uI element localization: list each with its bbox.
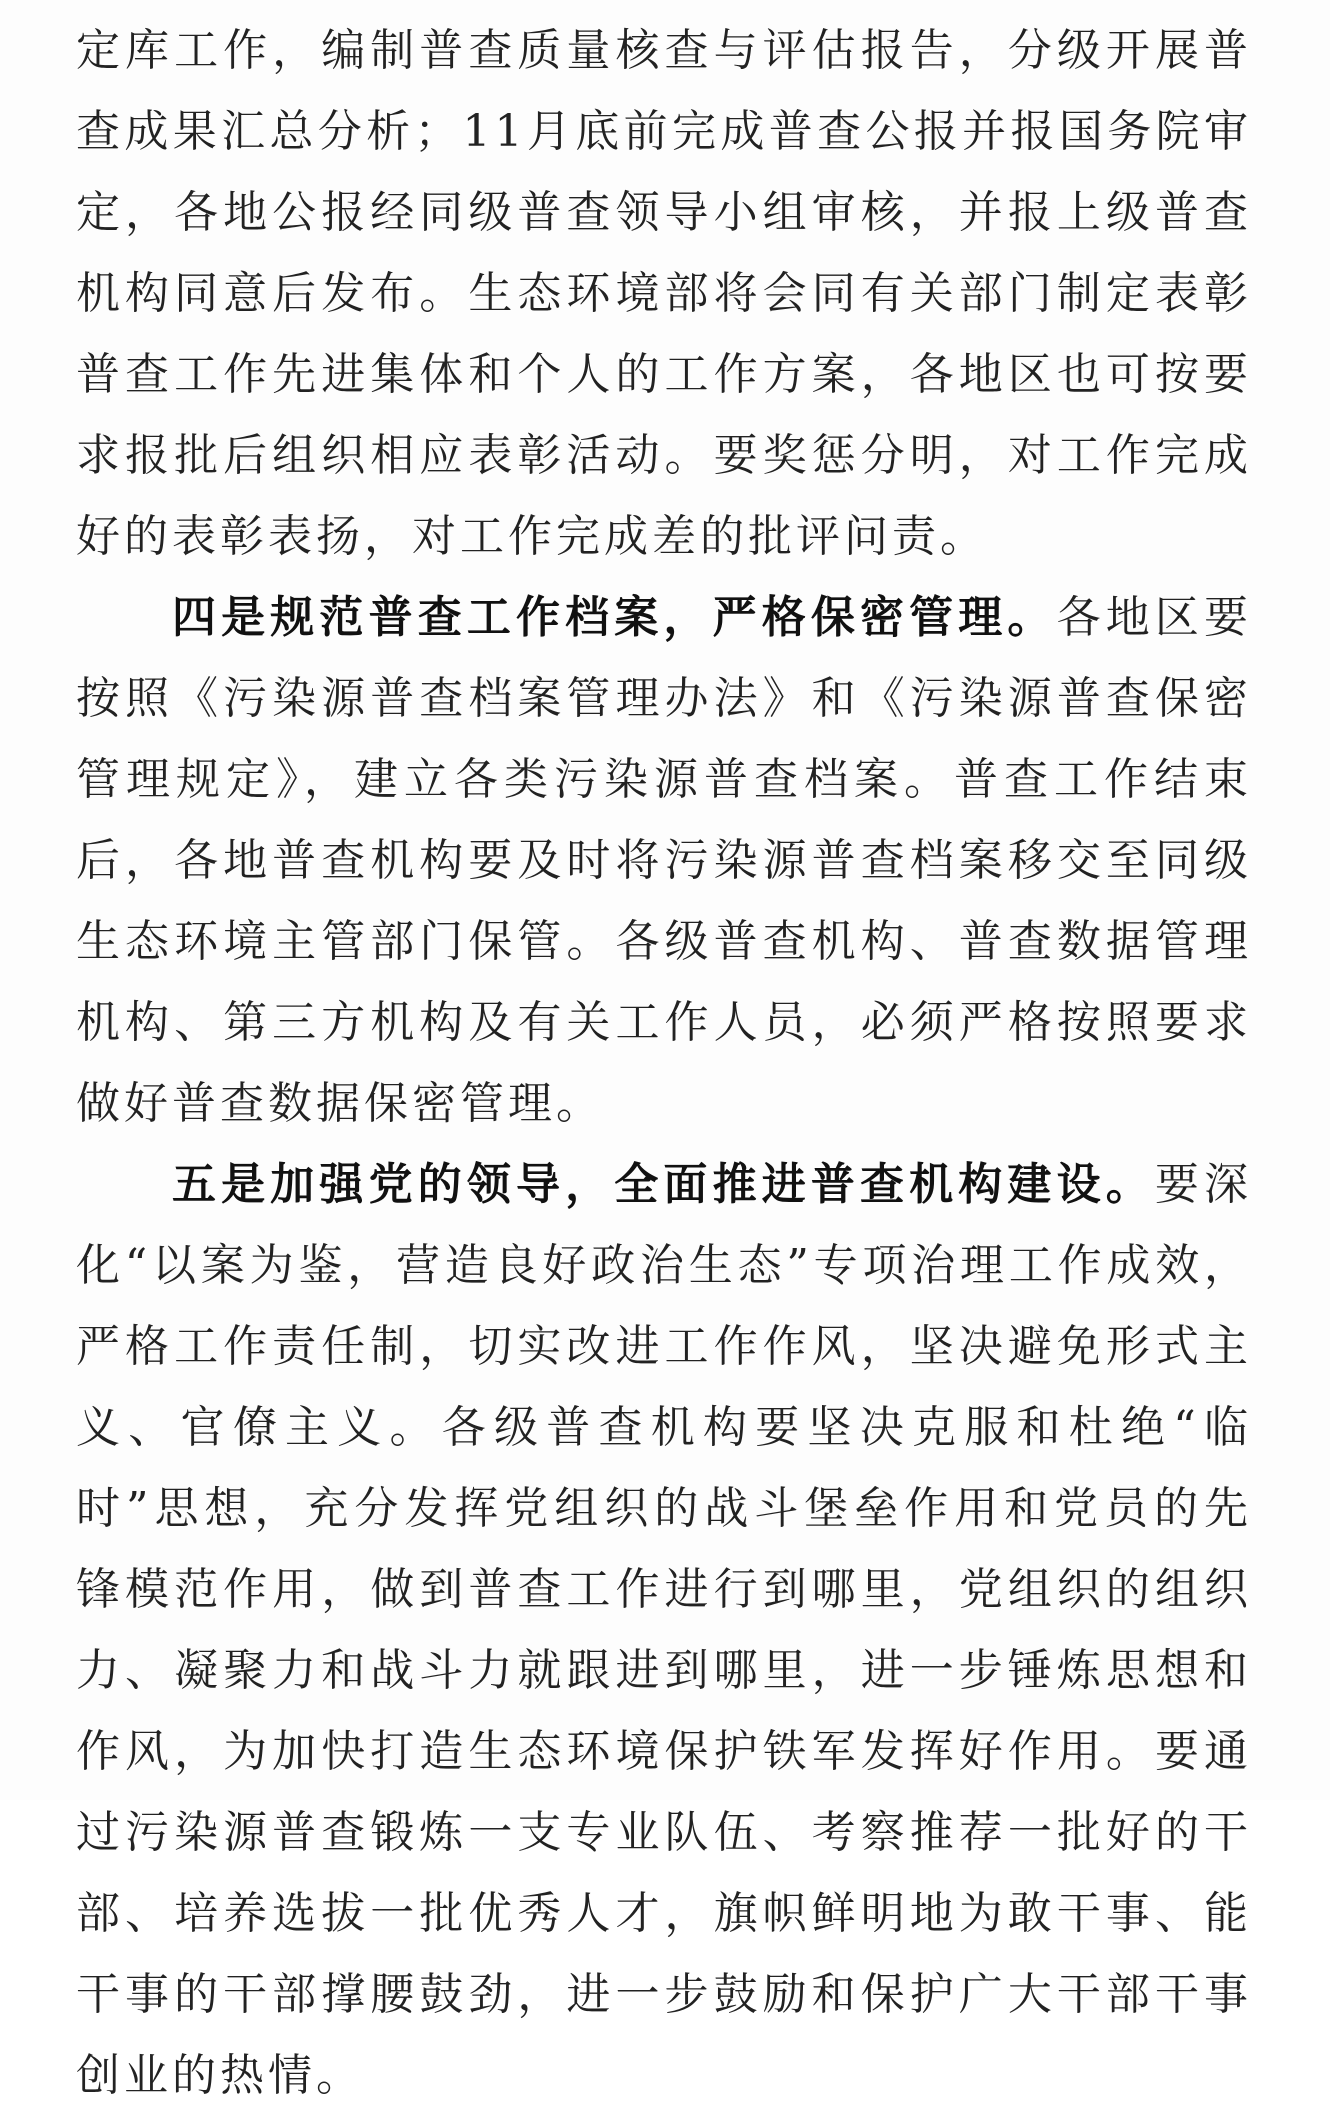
paragraph-lead-heading: 四是规范普查工作档案，严格保密管理。 bbox=[172, 592, 1057, 643]
paragraph-text: 定库工作，编制普查质量核查与评估报告，分级开展普查成果汇总分析；11月底前完成普查公报并报国务院审定，各地公报经同级普查领导小组审核，并报上级普查机构同意后发布。生态环境部将会同有关部门制定表彰普查工作先进集体和个人的工作方案，各地区也可按要求报批后组织相应表彰活动。要奖惩分明，对工作完成好的表彰表扬，对工作完成差的批评问责。 bbox=[76, 25, 1252, 562]
paragraph-text: 各地区要按照《污染源普查档案管理办法》和《污染源普查保密管理规定》，建立各类污染源普查档案。普查工作结束后，各地普查机构要及时将污染源普查档案移交至同级生态环境主管部门保管。各级普查机构、普查数据管理机构、第三方机构及有关工作人员，必须严格按照要求做好普查数据保密管理。 bbox=[76, 592, 1253, 1129]
paragraph-lead-heading: 五是加强党的领导，全面推进普查机构建设。 bbox=[172, 1159, 1155, 1210]
paragraph-continuation bbox=[76, 10, 1252, 577]
paragraph-archives-confidentiality bbox=[76, 577, 1252, 1144]
paragraph-party-leadership bbox=[76, 1144, 1252, 2116]
paragraph-text: 要深化“以案为鉴，营造良好政治生态”专项治理工作成效，严格工作责任制，切实改进工作作风，坚决避免形式主义、官僚主义。各级普查机构要坚决克服和杜绝“临时”思想，充分发挥党组织的战斗堡垒作用和党员的先锋模范作用，做到普查工作进行到哪里，党组织的组织力、凝聚力和战斗力就跟进到哪里，进一步锤炼思想和作风，为加快打造生态环境保护铁军发挥好作用。要通过污染源普查锻炼一支专业队伍、考察推荐一批好的干部、培养选拔一批优秀人才，旗帜鲜明地为敢干事、能干事的干部撑腰鼓劲，进一步鼓励和保护广大干部干事创业的热情。 bbox=[76, 1159, 1253, 2101]
